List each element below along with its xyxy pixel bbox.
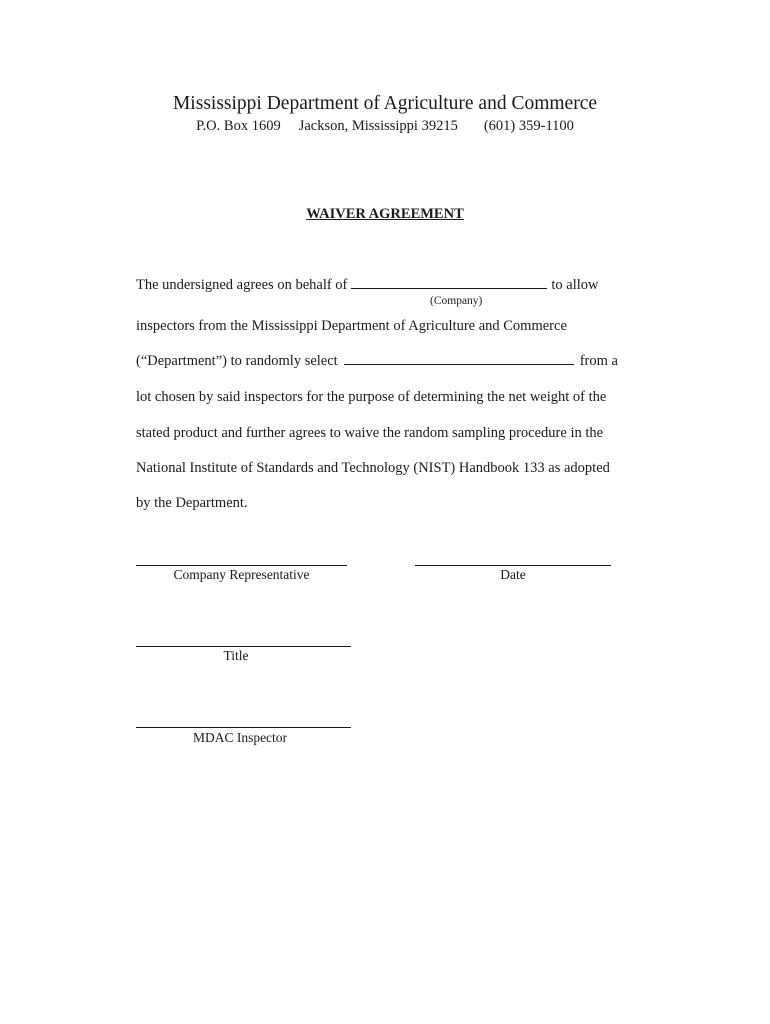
date-signature-line[interactable] [415,565,611,566]
agreement-line-2: inspectors from the Mississippi Department of Agriculture and Commerce [136,318,567,334]
agreement-line-1 [136,277,599,294]
agreement-line-3 [136,353,618,370]
agreement-line-7: by the Department. [136,495,248,511]
inspector-label: MDAC Inspector [192,730,288,745]
agreement-line-4: lot chosen by said inspectors for the purpose of determining the net weight of the [136,389,607,405]
document-title: WAIVER AGREEMENT [306,206,464,222]
agreement-line-5: stated product and further agrees to waive the random sampling procedure in the [136,425,604,441]
company-representative-signature-line[interactable] [136,565,347,566]
title-signature-line[interactable] [136,646,351,647]
agreement-line-1-start: The undersigned agrees on behalf of [136,277,348,293]
title-label: Title [223,648,249,663]
company-blank-field[interactable] [351,277,547,289]
city-state-zip: Jackson, Mississippi 39215 [298,118,458,134]
inspector-signature-line[interactable] [136,727,351,728]
agreement-line-3-end: from a [579,353,618,369]
agreement-line-6: National Institute of Standards and Technology (NIST) Handbook 133 as adopted [136,460,610,476]
date-label: Date [500,567,526,582]
product-blank-field[interactable] [344,353,574,365]
organization-address [0,118,770,135]
company-caption: (Company) [430,295,483,307]
agreement-line-1-end: to allow [551,277,599,293]
organization-name: Mississippi Department of Agriculture and Commerce [172,93,598,114]
phone-number: (601) 359-1100 [483,118,574,134]
agreement-line-3-start: (“Department”) to randomly select [136,353,338,369]
company-representative-label: Company Representative [173,567,310,582]
po-box: P.O. Box 1609 [196,118,281,134]
